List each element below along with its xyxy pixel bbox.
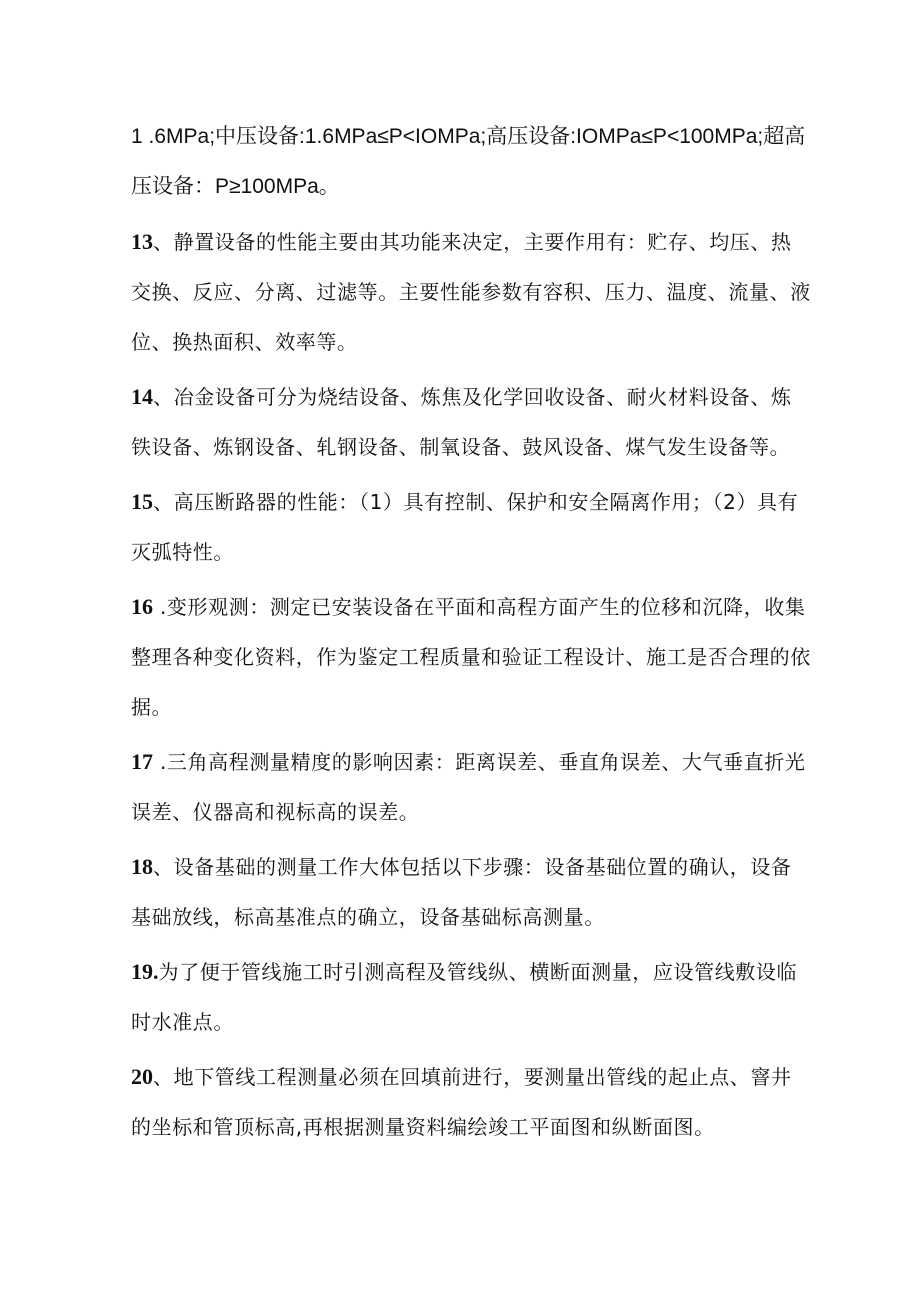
- paragraph-number: 19.: [131, 959, 159, 984]
- paragraph-14: [131, 372, 811, 472]
- paragraph-text: 、静置设备的性能主要由其功能来决定，主要作用有：贮存、均压、热交换、反应、分离、过滤等。主要性能参数有容积、压力、温度、流量、液位、换热面积、效率等。: [131, 230, 811, 354]
- paragraph-text: 、冶金设备可分为烧结设备、炼焦及化学回收设备、耐火材料设备、炼铁设备、炼钢设备、轧钢设备、制氧设备、鼓风设备、煤气发生设备等。: [131, 385, 792, 459]
- paragraph-number: 13: [131, 229, 153, 254]
- paragraph-number: 20: [131, 1064, 153, 1089]
- paragraph-text: 1 .6MPa;中压设备:1.6MPa≤P<IOMPa;高压设备:IOMPa≤P<100MPa;超高压设备：P≥100MPa。: [131, 125, 806, 198]
- paragraph-16: [131, 582, 811, 732]
- paragraph-15: [131, 477, 811, 577]
- paragraph-number: 15: [131, 489, 153, 514]
- document-body: [131, 112, 811, 1157]
- paragraph-text: .变形观测：测定已安装设备在平面和高程方面产生的位移和沉降，收集整理各种变化资料，作为鉴定工程质量和验证工程设计、施工是否合理的依据。: [131, 595, 811, 719]
- paragraph-20: [131, 1052, 811, 1152]
- paragraph-18: [131, 842, 811, 942]
- paragraph-number: 14: [131, 384, 153, 409]
- paragraph-text: .三角高程测量精度的影响因素：距离误差、垂直角误差、大气垂直折光误差、仪器高和视标高的误差。: [131, 750, 806, 824]
- paragraph-19: [131, 947, 811, 1047]
- paragraph-pressure-classes: [131, 112, 811, 212]
- paragraph-number: 18: [131, 854, 153, 879]
- paragraph-13: [131, 217, 811, 367]
- paragraph-17: [131, 737, 811, 837]
- paragraph-number: 17: [131, 749, 153, 774]
- paragraph-text: 、高压断路器的性能：（1）具有控制、保护和安全隔离作用；（2）具有灭弧特性。: [131, 490, 799, 564]
- paragraph-text: 、地下管线工程测量必须在回填前进行，要测量出管线的起止点、窨井的坐标和管顶标高,再根据测量资料编绘竣工平面图和纵断面图。: [131, 1065, 792, 1139]
- paragraph-text: 为了便于管线施工时引测高程及管线纵、横断面测量，应设管线敷设临时水准点。: [131, 960, 798, 1034]
- paragraph-number: 16: [131, 594, 153, 619]
- paragraph-text: 、设备基础的测量工作大体包括以下步骤：设备基础位置的确认，设备基础放线，标高基准点的确立，设备基础标高测量。: [131, 855, 792, 929]
